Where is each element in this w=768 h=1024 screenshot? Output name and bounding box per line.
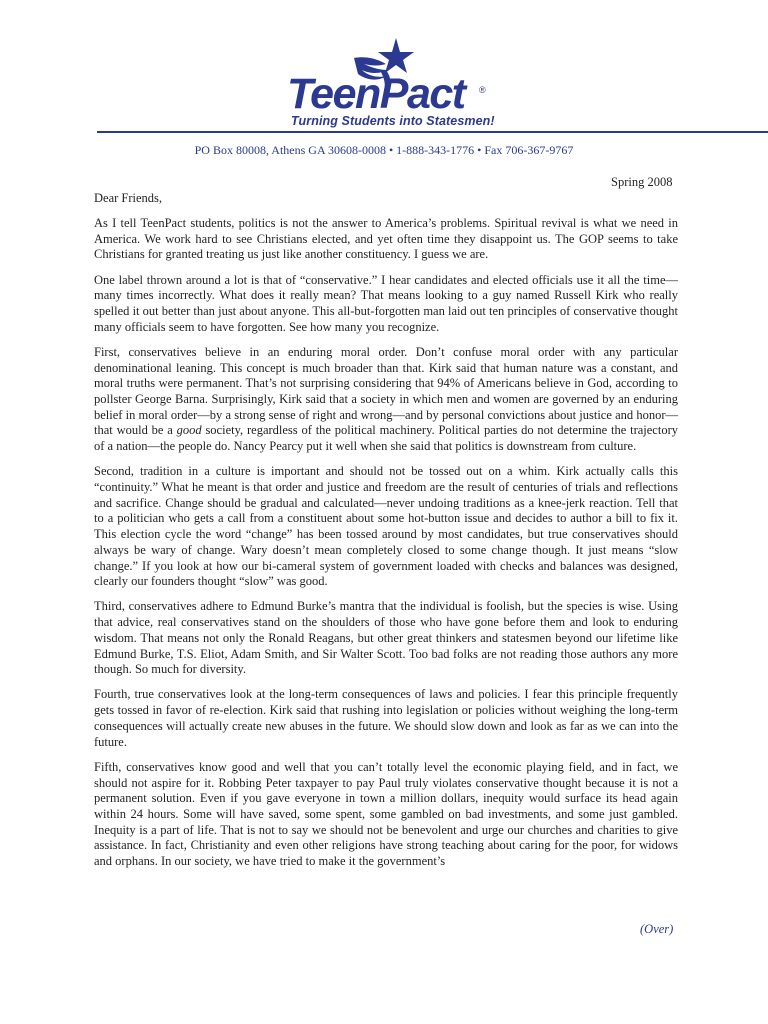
paragraph-first-principle <box>94 345 678 455</box>
paragraph-intro: As I tell TeenPact students, politics is not the answer to America’s problems. Spiritual revival is what we need in America. We work hard to see Christians elected, and yet often time they disappoint us. The GOP seems to take Christians for granted treating us just like another constituency. I guess we are. <box>94 216 678 262</box>
paragraph-fifth-principle: Fifth, conservatives know good and well that you can’t totally level the economic playing field, and in fact, we should not aspire for it. Robbing Peter taxpayer to pay Paul truly violates conservative thought because it is not a permanent solution. Even if you gave everyone in town a million dollars, inequity would surface its head again within 24 hours. Some will have saved, some spent, some gambled on bad investments, and some just gambled. Inequity is a part of life. That is not to say we should not be benevolent and urge our churches and charities to give assistance. In fact, Christianity and even other religions have strong teaching about caring for the poor, for widows and orphans. In our society, we have tried to make it the government’s <box>94 759 678 869</box>
paragraph-third-principle: Third, conservatives adhere to Edmund Burke’s mantra that the individual is foolish, but the species is wise. Using that advice, real conservatives stand on the shoulders of those who have gone before them and look to enduring wisdom. That means not only the Ronald Reagans, but other great thinkers and statesmen beyond our lifetime like Edmund Burke, T.S. Eliot, Adam Smith, and Sir Walter Scott. Too bad folks are not reading those authors any more though. So much for diversity. <box>94 599 678 677</box>
paragraph-first-text-b: society, regardless of the political machinery. Political parties do not determine the trajectory of a nation—the people do. Nancy Pearcy put it well when she said that politics is downstream from culture. <box>94 423 678 454</box>
letter-date: Spring 2008 <box>611 175 673 189</box>
paragraph-first-text-a: First, conservatives believe in an enduring moral order. Don’t confuse moral order with any particular denominational leaning. This concept is much broader than that. Kirk said that human nature was a constant, and moral truths were permanent. That’s not surprising considering that 94% of Americans believe in God, according to pollster George Barna. Surprisingly, Kirk said that a society in which men and women are governed by an enduring belief in moral order—by a strong sense of right and wrong—and by personal convictions about justice and honor—that would be a <box>94 344 678 438</box>
logo-wordmark: TeenPact <box>287 70 465 118</box>
header-divider <box>97 131 768 133</box>
letterhead <box>0 0 768 157</box>
registered-mark: ® <box>479 85 486 95</box>
emphasis-good: good <box>176 423 202 438</box>
contact-address: PO Box 80008, Athens GA 30608-0008 • 1-888-343-1776 • Fax 706-367-9767 <box>194 143 574 157</box>
paragraph-fourth-principle: Fourth, true conservatives look at the long-term consequences of laws and policies. I fear this principle frequently gets tossed in favor of re-election. Kirk said that rushing into legislation or policies without weighing the long-term consequences will actually create new abuses in the future. We should slow down and look as far as we can into the future. <box>94 687 678 749</box>
logo-tagline: Turning Students into Statesmen! <box>291 114 495 128</box>
over-indicator: (Over) <box>640 922 674 936</box>
paragraph-conservative-label: One label thrown around a lot is that of “conservative.” I hear candidates and elected officials use it all the time—many times incorrectly. What does it really mean? That means looking to a guy named Russell Kirk who really spelled it out better than just about anyone. This all-but-forgotten man laid out ten principles of conservative thought many officials seem to have forgotten. See how many you recognize. <box>94 272 678 334</box>
letter-salutation: Dear Friends, <box>94 191 163 205</box>
letter-body <box>94 216 678 879</box>
paragraph-second-principle: Second, tradition in a culture is important and should not be tossed out on a whim. Kirk actually calls this “continuity.” What he meant is that order and justice and freedom are the result of centuries of trials and reflections and sacrifice. Change should be gradual and calculated—never undoing traditions as a knee-jerk reaction. Tell that to a politician who gets a call from a constituent about some hot-button issue and decides to author a bill to fix it. This election cycle the word “change” has been tossed around by most candidates, but true conservatives should always be wary of change. Wary doesn’t mean completely closed to some change though. It just means “slow change.” If you look at how our bi-cameral system of government loaded with checks and balances was designed, clearly our founders thought “slow” was good. <box>94 464 678 589</box>
